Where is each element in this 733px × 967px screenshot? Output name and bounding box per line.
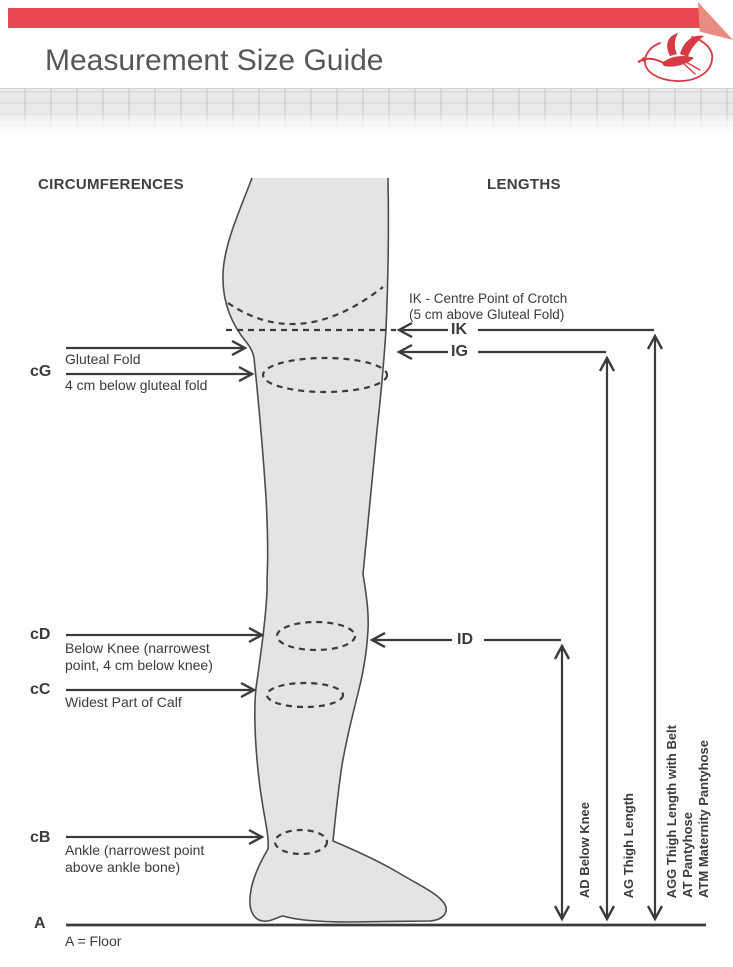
circumferences-heading: CIRCUMFERENCES [38,176,184,193]
ig-marker: IG [451,343,468,360]
cb-label [65,842,204,875]
below-gluteal-fold-label: 4 cm below gluteal fold [65,377,208,393]
gluteal-fold-label: Gluteal Fold [65,351,141,367]
ag-vertical-label: AG Thigh Length [621,792,636,898]
cd-label-line1: Below Knee (narrowest [65,640,210,656]
cb-code: cB [30,829,51,846]
crotch-note-line2: (5 cm above Gluteal Fold) [409,306,565,322]
atm-vertical-label: ATM Maternity Pantyhose [696,740,711,898]
crotch-note-line1: IK - Centre Point of Crotch [409,291,568,306]
cb-label-line1: Ankle (narrowest point [65,842,205,858]
agg-vertical-label: AGG Thigh Length with Belt [664,724,679,898]
cd-label [65,640,213,673]
page-title: Measurement Size Guide [45,44,384,77]
at-vertical-label: AT Pantyhose [680,812,695,898]
cd-label-line2: point, 4 cm below knee) [65,656,213,673]
floor-label: A = Floor [65,933,122,949]
id-marker: ID [457,631,473,648]
cd-code: cD [30,626,51,643]
crotch-note [409,291,567,322]
lengths-heading: LENGTHS [487,176,561,193]
cc-label: Widest Part of Calf [65,694,182,710]
ad-vertical-label: AD Below Knee [577,801,592,898]
cg-code: cG [30,363,52,380]
leg-illustration [223,178,446,922]
ik-marker: IK [451,321,467,338]
cc-code: cC [30,681,51,698]
a-code: A [34,915,46,932]
cb-label-line2: above ankle bone) [65,858,181,875]
